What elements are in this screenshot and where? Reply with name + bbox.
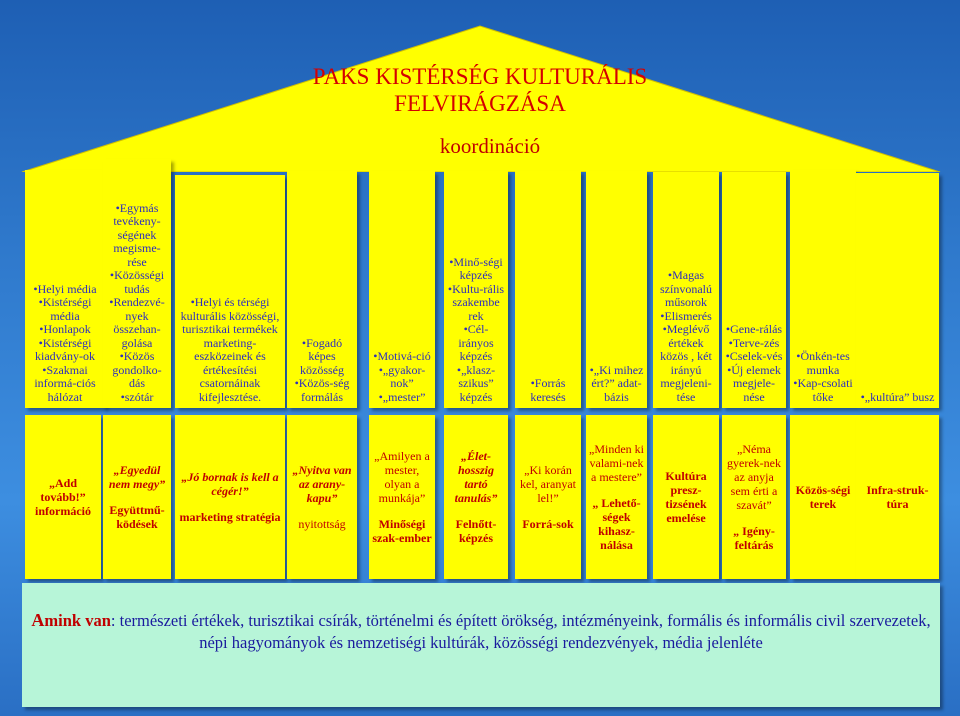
lower-column-4 xyxy=(287,415,357,579)
upper-column-item: • Forrás keresés xyxy=(517,377,579,404)
lower-column-motto: „Amilyen a mester, olyan a munkája” xyxy=(374,449,430,505)
base-text: : természeti értékek, turisztikai csírák, történelmi és épített örökség, intézményeink, formális és informális civil szervezetek, népi hagyományok és nemzetiségi kultúrák, közösségi rendezvények, média jelenléte xyxy=(110,611,931,652)
lower-column-keyword: „ Igény-feltárás xyxy=(733,524,775,552)
upper-column-item: • Gene-rálás xyxy=(724,323,784,337)
lower-column-motto: „Ki korán kel, aranyat lel!” xyxy=(520,463,576,505)
lower-column-keyword: Infra-struk-túra xyxy=(866,483,929,511)
lower-column-1 xyxy=(25,415,101,579)
upper-column-item: • Terve-zés xyxy=(724,337,784,351)
upper-column-10 xyxy=(722,172,786,408)
upper-column-item: • Közös-ség formálás xyxy=(289,377,355,404)
upper-column-item: • Helyi és térségi kulturális közösségi, turisztikai termékek marketing-eszközeinek és értékesítési csatornáinak kifejlesztése. xyxy=(177,296,283,404)
upper-column-item: • „kultúra” busz xyxy=(858,391,937,405)
upper-column-item: • Szakmai informá-ciós hálózat xyxy=(27,364,103,405)
lower-column-7 xyxy=(515,415,581,579)
upper-column-item: • Minő-ségi képzés xyxy=(446,256,506,283)
lower-column-10 xyxy=(722,415,786,579)
upper-column-12 xyxy=(856,173,939,408)
upper-column-8 xyxy=(586,171,647,408)
upper-column-9 xyxy=(653,172,719,408)
lower-column-motto: „Nyitva van az arany-kapu” xyxy=(292,463,352,505)
lower-column-keyword: Felnőtt-képzés xyxy=(455,517,497,545)
roof-subtitle: koordináció xyxy=(439,134,541,158)
lower-column-motto: „Élet-hosszig tartó tanulás” xyxy=(454,449,498,505)
lower-column-keyword: marketing stratégia xyxy=(179,510,281,524)
upper-column-item: • Cselek-vés xyxy=(724,350,784,364)
lower-column-9 xyxy=(653,415,719,579)
upper-column-3 xyxy=(175,175,285,408)
upper-column-item: • Honlapok xyxy=(27,323,103,337)
upper-column-item: • Kultu-rális szakembe rek xyxy=(446,283,506,324)
foundation-box xyxy=(22,583,940,707)
lower-column-keyword: Közös-ségi terek xyxy=(795,483,851,511)
upper-column-item: • Kistérségi média xyxy=(27,296,103,323)
lower-column-8 xyxy=(586,415,647,579)
lower-column-motto: „Jó bornak is kell a cégér!” xyxy=(181,470,279,498)
upper-column-item: • Önkén-tes munka xyxy=(792,350,854,377)
upper-column-2 xyxy=(103,159,171,408)
lower-column-12 xyxy=(856,415,939,579)
roof-title-line2: FELVIRÁGZÁSA xyxy=(394,91,566,116)
lower-column-3 xyxy=(175,415,285,579)
lower-column-keyword: „ Lehető-ségek kihasz-nálása xyxy=(592,496,641,552)
upper-column-item: • Egymás tevékeny-ségének megisme-rése xyxy=(105,202,169,270)
upper-column-item: • Fogadó képes közösség xyxy=(289,337,355,378)
lower-column-motto: „Add tovább!” információ xyxy=(35,476,91,518)
upper-column-item: • „mester” xyxy=(371,391,433,405)
upper-column-item: • Kap-csolati tőke xyxy=(792,377,854,404)
lower-column-motto: „Egyedül nem megy” xyxy=(108,463,166,491)
upper-column-item: • Helyi média xyxy=(27,283,103,297)
lower-column-motto: „Minden ki valami-nek a mestere” xyxy=(589,442,644,484)
lower-column-motto: „Néma gyerek-nek az anyja sem érti a szavát” xyxy=(727,442,781,512)
upper-column-item: • „gyakor-nok” xyxy=(371,364,433,391)
upper-column-4 xyxy=(287,171,357,408)
upper-column-item: • szótár xyxy=(105,391,169,405)
lower-column-keyword: Forrá-sok xyxy=(522,517,574,531)
upper-column-item: • Motivá-ció xyxy=(371,350,433,364)
upper-column-7 xyxy=(515,171,581,408)
upper-column-item: • Rendezvé-nyek összehan-golása xyxy=(105,296,169,350)
lower-column-keyword: nyitottság xyxy=(298,517,346,531)
upper-column-item: • Kistérségi kiadvány-ok xyxy=(27,337,103,364)
lower-column-keyword: Kultúra presz-tizsének emelése xyxy=(665,469,707,525)
upper-column-item: • „klasz-szikus” képzés xyxy=(446,364,506,405)
lower-column-keyword: Minőségi szak-ember xyxy=(372,517,432,545)
upper-column-item: • Magas színvonalú műsorok xyxy=(655,269,717,310)
upper-column-item: • Új elemek megjele-nése xyxy=(724,364,784,405)
lower-column-2 xyxy=(103,415,171,579)
upper-column-item: • Cél-irányos képzés xyxy=(446,323,506,364)
upper-column-11 xyxy=(790,170,856,408)
base-lead-letter: A xyxy=(31,610,45,630)
upper-column-item: • Meglévő értékek közös , két irányú megjeleni-tése xyxy=(655,323,717,404)
lower-column-11 xyxy=(790,415,856,579)
base-lead-word: mink van xyxy=(44,611,111,630)
upper-column-item: • Elismerés xyxy=(655,310,717,324)
lower-column-5 xyxy=(369,415,435,579)
upper-column-1 xyxy=(25,170,105,408)
upper-column-item: • Közösségi tudás xyxy=(105,269,169,296)
upper-column-item: • Közös gondolko-dás xyxy=(105,350,169,391)
lower-column-6 xyxy=(444,415,508,579)
lower-column-keyword: Együttmű-ködések xyxy=(109,503,165,531)
upper-column-item: • „Ki mihez ért?” adat-bázis xyxy=(588,364,645,405)
upper-column-6 xyxy=(444,171,508,408)
upper-column-5 xyxy=(369,171,435,408)
roof-title-line1: PAKS KISTÉRSÉG KULTURÁLIS xyxy=(312,64,648,89)
